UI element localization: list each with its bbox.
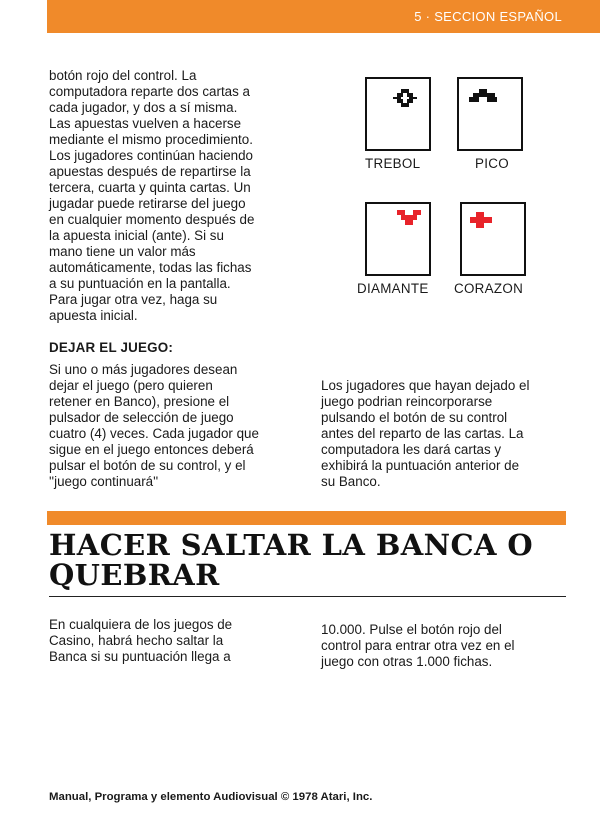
text-line: mediante el mismo procedimiento. — [49, 132, 253, 147]
paragraph-1 — [49, 68, 309, 292]
text-line: computadora reparte dos cartas a — [49, 84, 250, 99]
label-trebol: TREBOL — [365, 156, 421, 171]
paragraph-3 — [49, 362, 309, 490]
text-line: Los jugadores que hayan dejado el — [321, 378, 530, 393]
text-line: automáticamente, todas las fichas — [49, 260, 252, 275]
label-pico: PICO — [475, 156, 509, 171]
header-band — [47, 0, 600, 33]
spade-pixel-icon — [459, 79, 521, 149]
text-line: Banca si su puntuación llega a — [49, 649, 231, 664]
text-line: botón rojo del control. La — [49, 68, 197, 83]
text-line: antes del reparto de las cartas. La — [321, 426, 524, 441]
text-line: la apuesta inicial (ante). Si su — [49, 228, 224, 243]
text-line: juego podrian reincorporarse — [321, 394, 493, 409]
text-line: En cualquiera de los juegos de — [49, 617, 233, 632]
text-line: a su puntuación en la pantalla. — [49, 276, 231, 291]
label-corazon: CORAZON — [454, 281, 524, 296]
diamond-pixel-icon — [367, 204, 429, 274]
card-pico — [457, 77, 523, 151]
text-line: juego con otras 1.000 fichas. — [321, 654, 493, 669]
section-rule — [49, 596, 566, 597]
text-line: Para jugar otra vez, haga su — [49, 292, 218, 307]
text-line: computadora les dará cartas y — [321, 442, 502, 457]
text-line: Casino, habrá hecho saltar la — [49, 633, 224, 648]
section-label: 5 · SECCION ESPAÑOL — [414, 9, 562, 24]
footer-copyright: Manual, Programa y elemento Audiovisual © 1978 Atari, Inc. — [49, 791, 373, 803]
text-line: 10.000. Pulse el botón rojo del — [321, 622, 502, 637]
paragraph-right — [321, 378, 571, 490]
text-line: exhibirá la puntuación anterior de — [321, 458, 520, 473]
text-line: mano tiene un valor más — [49, 244, 196, 259]
text-line: Los jugadores continúan haciendo — [49, 148, 253, 163]
text-line: en cualquier momento después de — [49, 212, 255, 227]
section-two-left — [49, 617, 299, 665]
section-two-right — [321, 622, 571, 670]
text-line: cuatro (4) veces. Cada jugador que — [49, 426, 259, 441]
paragraph-2 — [49, 292, 309, 324]
text-line: apuesta inicial. — [49, 308, 138, 323]
heart-pixel-icon — [462, 204, 524, 274]
title-line-1: HACER SALTAR LA BANCA O — [49, 528, 534, 562]
card-diamante — [365, 202, 431, 276]
title-line-2: QUEBRAR — [49, 558, 220, 592]
text-line: jugadar puede retirarse del juego — [49, 196, 246, 211]
text-line: apuestas después de repartirse la — [49, 164, 251, 179]
text-line: dejar el juego (pero quieren — [49, 378, 213, 393]
text-line: sigue en el juego entonces deberá — [49, 442, 254, 457]
text-line: Las apuestas vuelven a hacerse — [49, 116, 242, 131]
text-line: retener en Banco), presione el — [49, 394, 230, 409]
label-diamante: DIAMANTE — [357, 281, 429, 296]
section-title — [49, 530, 533, 590]
text-line: cada jugador, y dos a sí misma. — [49, 100, 238, 115]
text-line: control para entrar otra vez en el — [321, 638, 515, 653]
text-line: pulsar el botón de su control, y el — [49, 458, 246, 473]
subheading-dejar-el-juego: DEJAR EL JUEGO: — [49, 340, 174, 355]
card-corazon — [460, 202, 526, 276]
text-line: pulsador de selección de juego — [49, 410, 234, 425]
card-trebol — [365, 77, 431, 151]
club-pixel-icon — [367, 79, 429, 149]
text-line: su Banco. — [321, 474, 381, 489]
section-band — [47, 511, 566, 525]
text-line: Si uno o más jugadores desean — [49, 362, 238, 377]
text-line: pulsando el botón de su control — [321, 410, 508, 425]
text-line: ''juego continuará'' — [49, 474, 159, 489]
text-line: tercera, cuarta y quinta cartas. Un — [49, 180, 251, 195]
